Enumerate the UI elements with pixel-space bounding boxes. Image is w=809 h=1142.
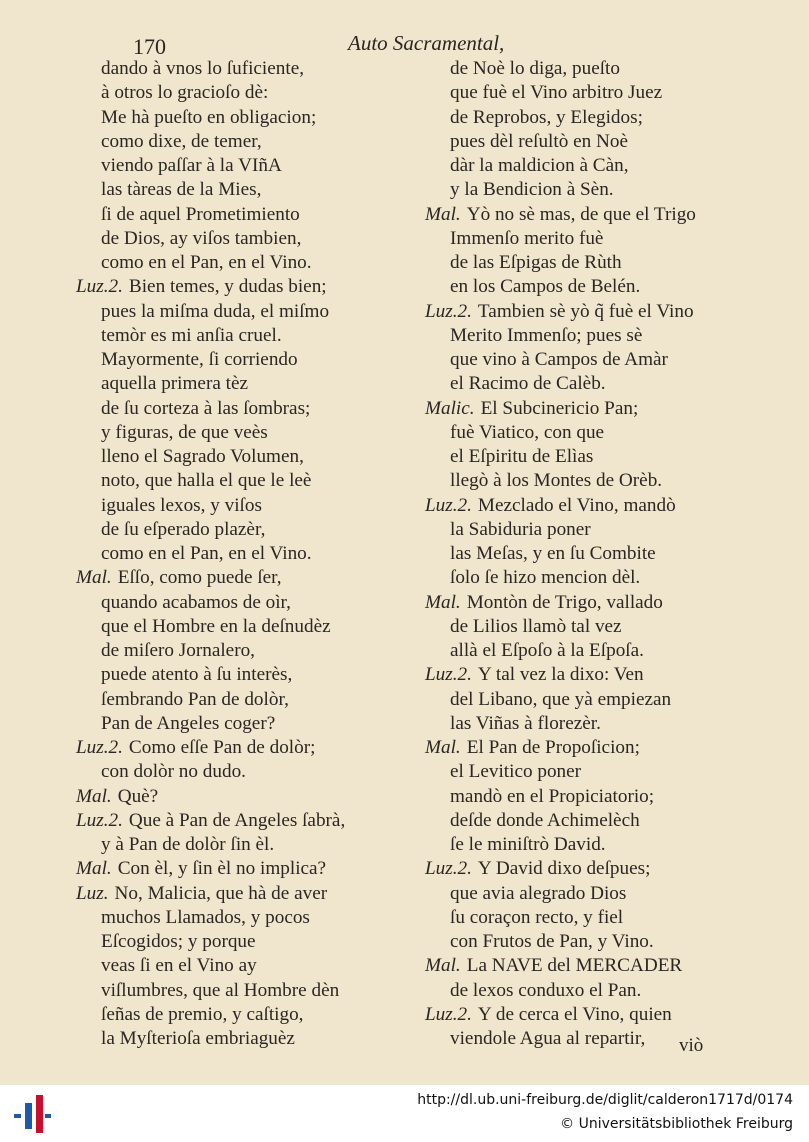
verse-text: Con èl, y ſin èl no implica? — [117, 858, 327, 880]
text-line — [76, 445, 416, 469]
text-line — [76, 300, 416, 324]
verse-text: mandò en el Propiciatorio; — [450, 785, 655, 807]
verse-text: la Sabiduria poner — [450, 518, 591, 540]
verse-text: con Frutos de Pan, y Vino. — [450, 931, 654, 952]
verse-text: Montòn de Trigo, vallado — [466, 591, 663, 613]
text-line — [76, 372, 416, 396]
text-line — [425, 251, 765, 275]
text-line — [425, 591, 765, 615]
text-line — [425, 348, 765, 372]
verse-text: ſu coraçon recto, y fiel — [450, 906, 624, 928]
verse-text: que vino à Campos de Amàr — [450, 349, 668, 370]
text-line — [76, 906, 416, 930]
text-line — [425, 421, 765, 445]
text-line — [425, 203, 765, 227]
verse-text: iguales lexos, y viſos — [101, 494, 262, 516]
verse-text: Pan de Angeles coger? — [101, 712, 276, 734]
text-line — [425, 445, 765, 469]
text-line — [76, 882, 416, 906]
verse-text: El Subcinericio Pan; — [480, 397, 639, 419]
verse-text: Mezclado el Vino, mandò — [477, 494, 676, 516]
text-line — [76, 809, 416, 833]
text-line — [76, 591, 416, 615]
verse-text: Eſcogidos; y porque — [101, 931, 256, 952]
text-line — [425, 397, 765, 421]
text-line — [425, 57, 765, 81]
verse-text: con dolòr no dudo. — [101, 761, 246, 783]
text-line — [76, 421, 416, 445]
footer-bar — [0, 1085, 809, 1142]
verse-text: temòr es mi anſia cruel. — [101, 324, 282, 346]
speaker-label: Luz.2. — [425, 664, 472, 686]
text-line — [76, 1027, 416, 1051]
text-line — [425, 154, 765, 178]
text-line — [425, 979, 765, 1003]
text-line — [425, 469, 765, 493]
verse-text: Como eſſe Pan de dolòr; — [128, 737, 316, 758]
verse-text: del Libano, que yà empiezan — [450, 688, 672, 710]
verse-text: de Lilios llamò tal vez — [450, 615, 622, 637]
text-line — [425, 688, 765, 712]
verse-text: de Dios, ay viſos tambien, — [101, 227, 302, 249]
speaker-label: Luz.2. — [425, 858, 472, 880]
verse-text: viendole Agua al repartir, — [450, 1028, 646, 1049]
text-line — [425, 300, 765, 324]
verse-text: dando à vnos lo ſuficiente, — [101, 58, 305, 79]
running-title: Auto Sacramental, — [348, 31, 505, 55]
text-line — [425, 372, 765, 396]
text-line — [76, 760, 416, 784]
verse-text: llegò à los Montes de Orèb. — [450, 470, 663, 492]
verse-text: veas ſi en el Vino ay — [101, 955, 257, 977]
verse-text: El Pan de Propoſicion; — [466, 737, 640, 758]
text-line — [76, 542, 416, 566]
verse-text: como en el Pan, en el Vino. — [101, 543, 312, 564]
verse-text: Me hà pueſto en obligacion; — [101, 106, 317, 128]
verse-text: las tàreas de la Mies, — [101, 179, 262, 201]
verse-text: la Myſterioſa embriaguèz — [101, 1028, 295, 1049]
text-line — [425, 663, 765, 687]
text-line — [425, 81, 765, 105]
verse-text: dàr la maldicion à Càn, — [450, 155, 629, 176]
text-line — [425, 882, 765, 906]
speaker-label: Luz.2. — [76, 276, 123, 298]
text-line — [425, 736, 765, 760]
verse-text: ſeñas de premio, y caſtigo, — [101, 1003, 304, 1025]
verse-text: Y tal vez la dixo: Ven — [477, 664, 644, 686]
verse-text: Yò no sè mas, de que el Trigo — [466, 203, 696, 225]
verse-text: el Racimo de Calèb. — [450, 373, 606, 395]
verse-text: Eſſo, como puede ſer, — [117, 567, 282, 589]
verse-text: Mayormente, ſi corriendo — [101, 349, 298, 370]
verse-text: como dixe, de temer, — [101, 130, 262, 152]
verse-text: las Viñas à florezèr. — [450, 712, 601, 734]
verse-text: y figuras, de que veès — [101, 421, 268, 443]
text-line — [425, 542, 765, 566]
verse-text: de miſero Jornalero, — [101, 640, 255, 661]
text-line — [76, 348, 416, 372]
text-line — [76, 566, 416, 590]
page-number: 170 — [133, 34, 166, 59]
verse-text: puede atento à ſu interès, — [101, 664, 293, 686]
verse-text: à otros lo gracioſo dè: — [101, 82, 269, 104]
verse-text: pues dèl reſultò en Noè — [450, 130, 628, 152]
text-line — [425, 639, 765, 663]
verse-text: de ſu eſperado plazèr, — [101, 518, 266, 540]
text-line — [425, 518, 765, 542]
speaker-label: Luz. — [76, 882, 109, 904]
verse-text: aquella primera tèz — [101, 373, 249, 395]
text-line — [425, 712, 765, 736]
text-line — [76, 251, 416, 275]
verse-text: como en el Pan, en el Vino. — [101, 252, 312, 273]
verse-text: ſolo ſe hizo mencion dèl. — [450, 567, 641, 589]
verse-text: deſde donde Achimelèch — [450, 809, 640, 831]
text-line — [76, 57, 416, 81]
verse-text: Què? — [117, 785, 159, 807]
text-line — [76, 203, 416, 227]
text-line — [76, 736, 416, 760]
speaker-label: Mal. — [425, 737, 461, 758]
text-line — [425, 1027, 765, 1051]
text-line — [425, 106, 765, 130]
speaker-label: Mal. — [76, 858, 112, 880]
text-line — [425, 1003, 765, 1027]
verse-text: Bien temes, y dudas bien; — [128, 276, 327, 298]
left-text-column — [76, 57, 416, 1051]
text-line — [76, 785, 416, 809]
verse-text: Y de cerca el Vino, quien — [477, 1003, 672, 1025]
text-line — [76, 227, 416, 251]
verse-text: de ſu corteza à las ſombras; — [101, 397, 311, 419]
verse-text: La NAVE del MERCADER — [466, 955, 683, 977]
verse-text: las Meſas, y en ſu Combite — [450, 543, 656, 564]
speaker-label: Mal. — [425, 591, 461, 613]
text-line — [76, 178, 416, 202]
text-line — [425, 566, 765, 590]
speaker-label: Mal. — [425, 203, 461, 225]
copyright-notice: © Universitätsbibliothek Freiburg — [560, 1116, 793, 1132]
text-line — [76, 833, 416, 857]
speaker-label: Luz.2. — [76, 737, 123, 758]
text-line — [425, 324, 765, 348]
verse-text: Immenſo merito fuè — [450, 227, 604, 249]
verse-text: y à Pan de dolòr ſin èl. — [101, 834, 275, 855]
text-line — [76, 954, 416, 978]
verse-text: en los Campos de Belén. — [450, 276, 641, 298]
text-line — [76, 688, 416, 712]
text-line — [76, 639, 416, 663]
text-line — [76, 663, 416, 687]
text-line — [425, 130, 765, 154]
speaker-label: Luz.2. — [425, 494, 472, 516]
text-line — [76, 397, 416, 421]
verse-text: noto, que halla el que le leè — [101, 470, 312, 492]
verse-text: pues la miſma duda, el miſmo — [101, 300, 330, 322]
verse-text: que el Hombre en la deſnudèz — [101, 615, 331, 637]
verse-text: No, Malicia, que hà de aver — [114, 882, 328, 904]
text-line — [76, 857, 416, 881]
text-line — [76, 130, 416, 154]
verse-text: viendo paſſar à la VIñA — [101, 155, 282, 176]
text-line — [76, 106, 416, 130]
text-line — [76, 81, 416, 105]
library-logo-icon — [12, 1093, 52, 1135]
verse-text: el Levitico poner — [450, 761, 582, 783]
text-line — [76, 154, 416, 178]
text-line — [425, 494, 765, 518]
text-line — [425, 954, 765, 978]
verse-text: viſlumbres, que al Hombre dèn — [101, 979, 340, 1001]
text-line — [76, 275, 416, 299]
text-line — [76, 494, 416, 518]
speaker-label: Luz.2. — [425, 300, 472, 322]
verse-text: de lexos conduxo el Pan. — [450, 979, 642, 1001]
text-line — [76, 518, 416, 542]
verse-text: Merito Immenſo; pues sè — [450, 324, 643, 346]
verse-text: allà el Eſpoſo à la Eſpoſa. — [450, 640, 644, 661]
text-line — [76, 712, 416, 736]
text-line — [76, 615, 416, 639]
verse-text: Y David dixo deſpues; — [477, 858, 651, 880]
text-line — [425, 760, 765, 784]
text-line — [76, 1003, 416, 1027]
verse-text: quando acabamos de oìr, — [101, 591, 291, 613]
text-line — [76, 930, 416, 954]
text-line — [76, 324, 416, 348]
source-url[interactable]: http://dl.ub.uni-freiburg.de/diglit/calderon1717d/0174 — [417, 1092, 793, 1108]
text-line — [76, 469, 416, 493]
text-line — [425, 178, 765, 202]
speaker-label: Malic. — [425, 397, 475, 419]
verse-text: y la Bendicion à Sèn. — [450, 179, 614, 201]
text-line — [425, 930, 765, 954]
speaker-label: Mal. — [425, 955, 461, 977]
text-line — [76, 979, 416, 1003]
right-text-column — [425, 57, 765, 1051]
verse-text: de las Eſpigas de Rùth — [450, 252, 622, 273]
speaker-label: Luz.2. — [425, 1003, 472, 1025]
text-line — [425, 809, 765, 833]
verse-text: que fuè el Vino arbitro Juez — [450, 82, 663, 104]
speaker-label: Mal. — [76, 567, 112, 589]
verse-text: fuè Viatico, con que — [450, 421, 605, 443]
text-line — [425, 275, 765, 299]
verse-text: Tambien sè yò q̃ fuè el Vino — [477, 300, 694, 322]
text-line — [425, 906, 765, 930]
verse-text: ſembrando Pan de dolòr, — [101, 688, 289, 710]
verse-text: ſi de aquel Prometimiento — [101, 203, 300, 225]
speaker-label: Mal. — [76, 785, 112, 807]
verse-text: el Eſpiritu de Elìas — [450, 446, 594, 467]
verse-text: de Noè lo diga, pueſto — [450, 58, 620, 79]
verse-text: que avia alegrado Dios — [450, 882, 627, 904]
verse-text: ſe le miniſtrò David. — [450, 834, 606, 855]
text-line — [425, 857, 765, 881]
text-line — [425, 833, 765, 857]
verse-text: muchos Llamados, y pocos — [101, 906, 310, 928]
text-line — [425, 785, 765, 809]
verse-text: Que à Pan de Angeles ſabrà, — [128, 809, 346, 831]
text-line — [425, 227, 765, 251]
text-line — [425, 615, 765, 639]
verse-text: lleno el Sagrado Volumen, — [101, 446, 304, 467]
catchword: viò — [679, 1035, 704, 1056]
verse-text: de Reprobos, y Elegidos; — [450, 106, 643, 128]
speaker-label: Luz.2. — [76, 809, 123, 831]
